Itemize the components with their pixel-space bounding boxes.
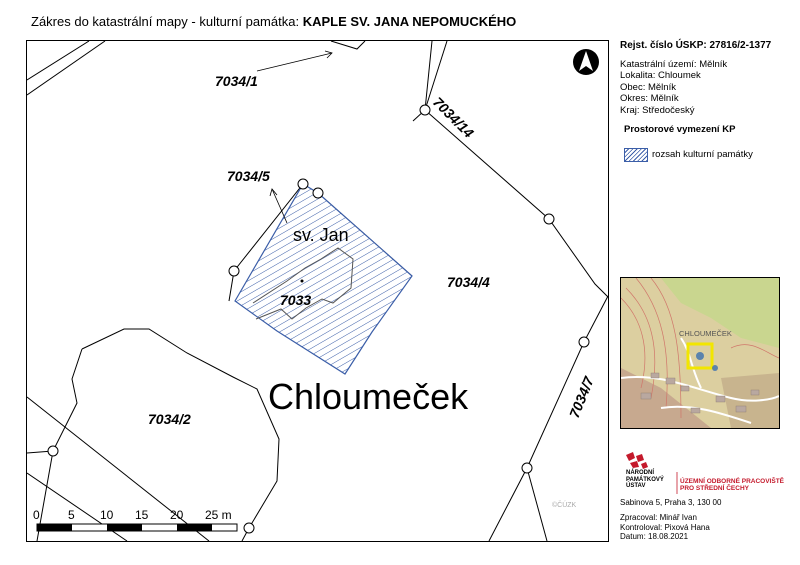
scale-label: 10 bbox=[100, 508, 114, 522]
scale-label: 5 bbox=[68, 508, 75, 522]
legend-panel bbox=[620, 40, 795, 162]
scale-label: 25 m bbox=[205, 508, 232, 522]
uop-line: ÚZEMNÍ ODBORNÉ PRACOVIŠTĚ bbox=[680, 478, 785, 485]
map-title bbox=[31, 14, 516, 29]
overview-map-svg bbox=[621, 278, 779, 428]
title-prefix: Zákres do katastrální mapy - kulturní památka: bbox=[31, 14, 300, 29]
parcel-label: 7034/14 bbox=[429, 93, 477, 141]
copyright-mark: ©ČÚZK bbox=[552, 502, 577, 509]
info-locality: Lokalita: Chloumek bbox=[620, 70, 701, 81]
uop-line: PRO STŘEDNÍ ČECHY bbox=[680, 485, 749, 492]
scale-label: 0 bbox=[33, 508, 40, 522]
legend-item bbox=[624, 148, 795, 162]
npu-line: PAMÁTKOVÝ bbox=[626, 476, 664, 483]
title-monument-name: KAPLE SV. JANA NEPOMUCKÉHO bbox=[302, 14, 517, 29]
credit-date: Datum: 18.08.2021 bbox=[620, 532, 689, 541]
scale-label: 15 bbox=[135, 508, 149, 522]
scale-label: 20 bbox=[170, 508, 184, 522]
uop-name bbox=[680, 478, 784, 492]
building-label: sv. Jan bbox=[293, 225, 349, 245]
legend-section-title: Prostorové vymezení KP bbox=[624, 124, 736, 135]
office-address: Sabinova 5, Praha 3, 130 00 bbox=[620, 498, 722, 507]
parcel-label: 7034/4 bbox=[447, 274, 490, 290]
parcel-label: 7034/1 bbox=[215, 73, 258, 89]
npu-name bbox=[626, 470, 664, 490]
parcel-label: 7034/5 bbox=[227, 168, 270, 184]
monument-extent[interactable] bbox=[235, 184, 412, 374]
north-arrow-icon bbox=[573, 49, 599, 75]
parcel-label: 7033 bbox=[280, 292, 312, 308]
overview-place-label: CHLOUMEČEK bbox=[679, 329, 732, 338]
legend-item-label: rozsah kulturní památky bbox=[652, 148, 753, 160]
credit-author: Zpracoval: Minář Ivan bbox=[620, 513, 697, 522]
hatch-swatch-icon bbox=[624, 148, 648, 162]
cadastral-map[interactable] bbox=[26, 40, 609, 542]
info-region: Kraj: Středočeský bbox=[620, 104, 695, 116]
scale-bar bbox=[33, 508, 237, 531]
place-name: Chloumeček bbox=[268, 376, 469, 417]
npu-line: ÚSTAV bbox=[626, 483, 646, 489]
info-district: Okres: Mělník bbox=[620, 93, 679, 104]
parcel-label: 7034/2 bbox=[148, 411, 191, 427]
registry-number: Rejst. číslo ÚSKP: 27816/2-1377 bbox=[620, 40, 772, 51]
credit-checker: Kontroloval: Pixová Hana bbox=[620, 522, 710, 532]
credits bbox=[620, 513, 710, 542]
npu-line: NÁRODNÍ bbox=[626, 470, 654, 476]
chapel-point bbox=[301, 280, 304, 283]
cadastral-map-svg bbox=[27, 41, 608, 541]
overview-map[interactable] bbox=[620, 277, 780, 429]
parcel-label: 7034/7 bbox=[565, 374, 597, 421]
info-cadastral-area: Katastrální území: Mělník bbox=[620, 58, 728, 70]
info-municipality: Obec: Mělník bbox=[620, 81, 676, 93]
npu-logo bbox=[622, 450, 792, 496]
